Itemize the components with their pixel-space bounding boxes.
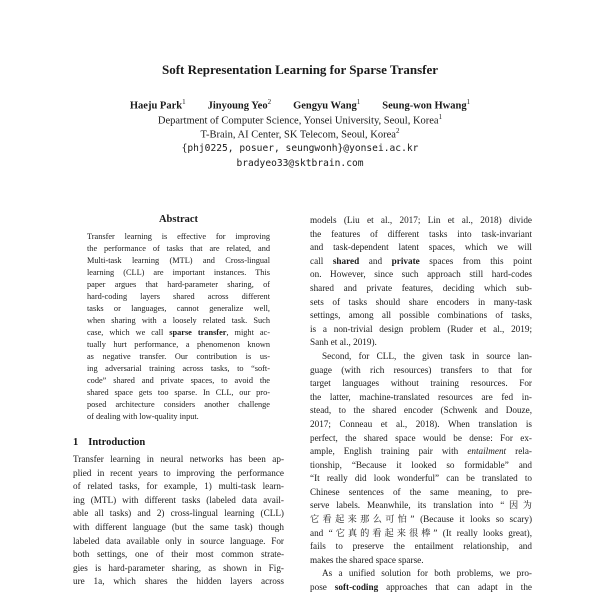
- text-line: 它看起来那么可怕” (Because it looks so scary): [310, 514, 532, 525]
- text-line: tasks or languages, cannot generalize well,: [87, 304, 270, 313]
- text-line: perfect, the shared space would be dense: For ex-: [310, 432, 532, 443]
- paper-title: Soft Representation Learning for Sparse Transfer: [162, 62, 438, 77]
- text-line: tionship, “Because it looked so formidable” and: [310, 459, 532, 470]
- text-line: labeled data available only in source language. For: [73, 535, 284, 546]
- text-line: call shared and private spaces from this point: [310, 255, 532, 266]
- text-line: shared and private features, deciding which sub-: [310, 282, 532, 293]
- text-line: gies is hard-parameter sharing, as shown in Fig-: [73, 562, 284, 573]
- text-line: paper argues that hard-parameter sharing, of: [87, 280, 270, 289]
- text-line: on. However, since such approach still hard-codes: [310, 269, 532, 280]
- text-line: learning (CLL) are important instances. This: [87, 268, 270, 277]
- right-column-body: [310, 214, 532, 595]
- text-line: Transfer learning is effective for improving: [87, 232, 270, 241]
- text-line: the performance of tasks that are related, and: [87, 244, 270, 253]
- left-column: [73, 214, 284, 589]
- text-line: serve labels. Meanwhile, its translation into “因为: [310, 500, 532, 511]
- text-line: and task-dependent latent spaces, which we will: [310, 242, 532, 253]
- text-line: of dealing with low-quality input.: [87, 412, 199, 421]
- text-line: fails to preserve the entailment relationship, and: [310, 541, 532, 552]
- text-line: guage (with rich resources) transfers to that for: [310, 364, 532, 375]
- text-line: posed architecture considers another challenge: [87, 400, 270, 409]
- text-line: pose soft-coding approaches that can adapt in the: [310, 582, 532, 593]
- text-line: hard-coding layers shared across different: [87, 292, 270, 301]
- text-line: Sanh et al., 2019).: [310, 337, 377, 348]
- text-line: stead, to the shared encoder (Schwenk and Douze,: [310, 405, 532, 416]
- author-list: [0, 98, 600, 112]
- right-column: [310, 214, 532, 595]
- text-line: is a non-trivial design problem (Ruder et al., 2019;: [310, 323, 532, 334]
- text-line: of related tasks, for example, 1) multi-task learn-: [73, 481, 284, 492]
- text-line: with different language (but the same task) though: [73, 521, 284, 532]
- text-line: and “它真的看起来很棒” (It really looks great),: [310, 527, 532, 538]
- text-line: the features of different tasks into task-invariant: [310, 228, 532, 239]
- text-line: tually hurt performance, a phenomenon known: [87, 340, 270, 349]
- text-line: case, which we call sparse transfer, might ac-: [87, 328, 270, 337]
- text-line: both settings, one of their most common strate-: [73, 549, 284, 560]
- text-line: Chinese sentences of the same meaning, to pre-: [310, 486, 532, 497]
- author: Haeju Park$^1$: [129, 98, 186, 112]
- affiliation: Department of Computer Science, Yonsei University, Seoul, Korea$^1$: [157, 113, 443, 127]
- text-line: target languages without training resources. For: [310, 378, 532, 389]
- text-line: models (Liu et al., 2017; Lin et al., 2018) divide: [310, 215, 532, 225]
- text-line: ing (MTL) with different tasks (labeled data avail-: [73, 494, 284, 505]
- section-number: 1: [73, 437, 79, 448]
- text-line: ing adversarial training across tasks, to “soft-: [87, 364, 270, 373]
- text-line: shared space gets too sparse. In CLL, our pro-: [87, 388, 270, 397]
- intro-body: [73, 453, 284, 589]
- text-line: sets of tasks should share encoders in many-task: [310, 296, 532, 307]
- text-line: ample, English training pair with entailment rela-: [310, 446, 532, 457]
- text-line: 2017; Conneau et al., 2018). When translation is: [310, 418, 532, 429]
- author: Gengyu Wang$^1$: [293, 98, 361, 112]
- abstract-body: [73, 231, 284, 423]
- text-line: Second, for CLL, the given task in source lan-: [322, 350, 532, 361]
- text-line: the latter, machine-translated resources are fed in-: [310, 391, 532, 402]
- text-line: able all tasks) and 2) cross-lingual learning (CLL): [73, 508, 284, 519]
- author: Jinyoung Yeo$^2$: [207, 98, 272, 112]
- text-line: As a unified solution for both problems, we pro-: [322, 568, 532, 579]
- text-line: Transfer learning in neural networks has been ap-: [73, 454, 284, 464]
- text-line: code” shared and private spaces, to avoid the: [87, 376, 270, 385]
- author: Seung-won Hwang$^1$: [382, 98, 471, 112]
- text-line: ure 1a, which shares the hidden layers across: [73, 576, 284, 587]
- text-line: as negative transfer. Our contribution is us-: [87, 352, 270, 361]
- email-line: bradyeo33@sktbrain.com: [236, 158, 364, 169]
- text-line: settings, among all possible combinations of tasks,: [310, 310, 532, 321]
- email-line: {phj0225, posuer, seungwonh}@yonsei.ac.kr: [181, 143, 419, 154]
- section-title: Introduction: [88, 437, 146, 448]
- text-line: plied in recent years to improving the performance: [73, 467, 284, 478]
- text-line: when sharing with a loosely related task. Such: [87, 316, 270, 325]
- text-line: makes the shared space sparse.: [310, 554, 424, 565]
- section-heading: [73, 437, 284, 448]
- abstract-heading: Abstract: [158, 214, 199, 225]
- text-line: Multi-task learning (MTL) and Cross-lingual: [87, 256, 270, 265]
- affiliation: T-Brain, AI Center, SK Telecom, Seoul, Korea$^2$: [200, 127, 400, 141]
- text-line: “It really did look wonderful” can be translated to: [310, 473, 532, 484]
